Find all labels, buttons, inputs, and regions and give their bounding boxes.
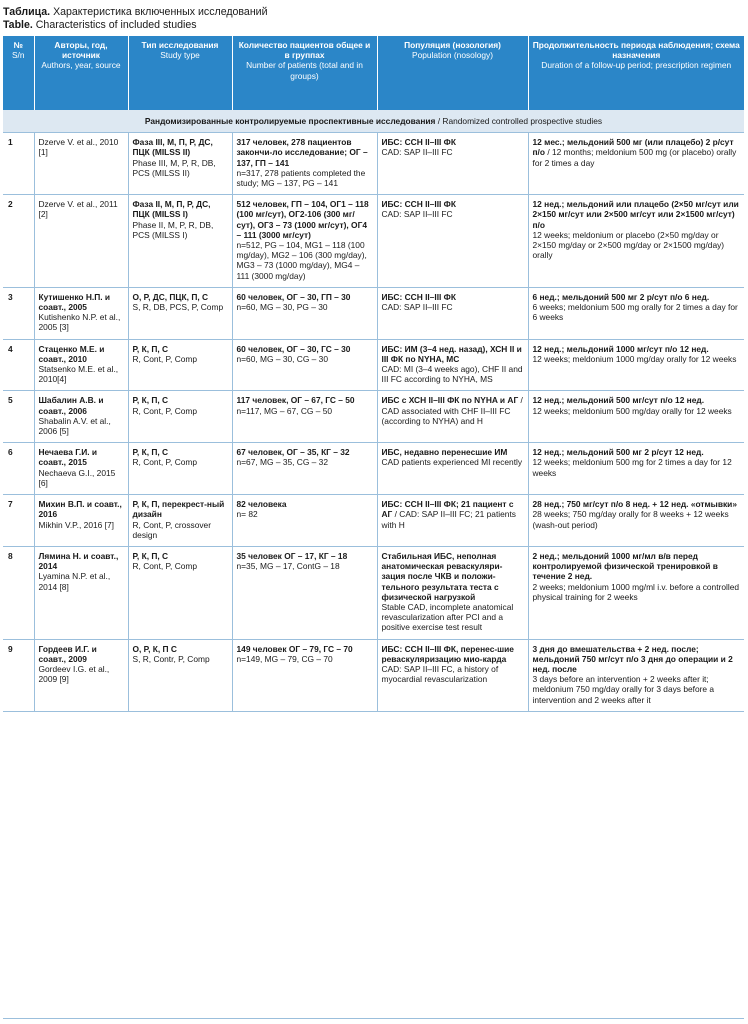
- patients-text-en: n=149, MG – 79, CG – 70: [236, 653, 333, 664]
- caption-en: [3, 19, 268, 32]
- duration-cell: [528, 133, 744, 195]
- patients-text-en: n=60, MG – 30, CG – 30: [236, 353, 328, 364]
- row-number-cell: 6: [3, 443, 34, 495]
- table-row: [3, 339, 744, 391]
- population-text-en: / CAD: SAP II–III FC; 21 patients with H: [381, 509, 516, 530]
- population-cell: [377, 639, 528, 711]
- population-cell: [377, 495, 528, 547]
- duration-text-en: 12 weeks; meldonium 500 mg for 2 times a day for 12 weeks: [532, 457, 732, 478]
- patients-text-ru: 60 человек, ОГ – 30, ГП – 30: [236, 291, 351, 302]
- table-row: [3, 133, 744, 195]
- authors-cell: [34, 287, 128, 339]
- patients-text-en: n=60, MG – 30, PG – 30: [236, 302, 328, 313]
- authors-text-en: Nechaeva G.I., 2015 [6]: [38, 467, 116, 488]
- duration-cell: [528, 195, 744, 288]
- duration-text-ru: 3 дня до вмешательства + 2 нед. после; мельдоний 750 мг/сут п/о 3 дня до операции и 2 нед. после: [532, 643, 733, 674]
- study-type-cell: [128, 133, 232, 195]
- population-cell: [377, 339, 528, 391]
- study-type-text-ru: O, Р, К, П С: [132, 643, 177, 654]
- header-number-en: S/n: [11, 50, 25, 61]
- patients-text-ru: 82 человека: [236, 499, 287, 510]
- population-text-ru: ИБС: ИМ (3–4 нед. назад), ХСН II и III ФК по NYHA, МС: [381, 343, 522, 364]
- study-type-cell: [128, 391, 232, 443]
- authors-text-en: Dzerve V. et al., 2010 [1]: [38, 137, 119, 158]
- caption-ru-label: Таблица.: [3, 6, 51, 18]
- header-study-type-ru: Тип исследования: [141, 40, 219, 50]
- patients-text-ru: 317 человек, 278 пациентов закончи-ло исследование; ОГ – 137, ГП – 141: [236, 137, 368, 168]
- row-number-cell: 3: [3, 287, 34, 339]
- population-text-ru: ИБС, недавно перенесшие ИМ: [381, 447, 508, 458]
- authors-text-ru: Шабалин А.В. и соавт., 2006: [38, 395, 104, 416]
- authors-text-ru: Нечаева Г.И. и соавт., 2015: [38, 447, 98, 468]
- population-text-ru: ИБС: ССН II–III ФК: [381, 291, 456, 302]
- study-type-cell: [128, 495, 232, 547]
- study-type-text-ru: Р, К, П, С: [132, 343, 169, 354]
- duration-cell: [528, 443, 744, 495]
- population-cell: [377, 546, 528, 639]
- authors-text-en: Dzerve V. et al., 2011 [2]: [38, 199, 118, 220]
- patients-text-ru: 35 человек ОГ – 17, КГ – 18: [236, 550, 348, 561]
- row-number-cell: 4: [3, 339, 34, 391]
- patients-text-en: n=67, MG – 35, CG – 32: [236, 457, 328, 468]
- patients-text-ru: 149 человек ОГ – 79, ГС – 70: [236, 643, 353, 654]
- study-type-text-ru: Р, К, П, С: [132, 447, 169, 458]
- header-number-ru: №: [13, 40, 23, 50]
- header-population-en: Population (nosology): [411, 50, 493, 61]
- header-authors-ru: Авторы, год, источник: [54, 40, 108, 61]
- patients-cell: [232, 639, 377, 711]
- authors-text-en: Shabalin A.V. et al., 2006 [5]: [38, 415, 111, 437]
- duration-text-ru: 2 нед.; мельдоний 1000 мг/мл в/в перед контролируемой физической тренировкой в течение 2 нед.: [532, 550, 718, 582]
- study-type-text-ru: Р, К, П, перекрест-ный дизайн: [132, 499, 225, 520]
- header-study-type: [128, 36, 232, 110]
- authors-text-en: Lyamina N.P. et al., 2014 [8]: [38, 571, 111, 592]
- population-cell: [377, 195, 528, 288]
- patients-text-ru: 117 человек, ОГ – 67, ГС – 50: [236, 395, 355, 406]
- population-cell: [377, 443, 528, 495]
- row-number-cell: 7: [3, 495, 34, 547]
- patients-cell: [232, 195, 377, 288]
- header-population-ru: Популяция (нозология): [404, 40, 501, 50]
- study-type-cell: [128, 639, 232, 711]
- study-type-text-en: R, Cont, P, Comp: [132, 457, 198, 468]
- header-number: [3, 36, 34, 110]
- patients-text-en: n=117, MG – 67, CG – 50: [236, 405, 333, 416]
- authors-cell: [34, 495, 128, 547]
- patients-cell: [232, 546, 377, 639]
- population-text-ru: ИБС: ССН II–III ФК; 21 пациент с АГ: [381, 499, 514, 520]
- duration-cell: [528, 639, 744, 711]
- duration-text-en: 3 days before an intervention + 2 weeks after it; meldonium 750 mg/day orally for 3 days before a intervention and 2 weeks after it: [532, 674, 715, 705]
- table-header-row: [3, 36, 744, 110]
- authors-text-ru: Стаценко М.Е. и соавт., 2010: [38, 343, 105, 364]
- authors-cell: [34, 133, 128, 195]
- patients-text-en: n= 82: [236, 509, 258, 520]
- authors-text-ru: Лямина Н. и соавт., 2014: [38, 550, 119, 572]
- patients-text-en: n=317, 278 patients completed the study; MG – 137, PG – 141: [236, 167, 366, 189]
- header-authors: [34, 36, 128, 110]
- table-row: [3, 195, 744, 288]
- patients-text-en: n=512, PG – 104, MG1 – 118 (100 mg/day), MG2 – 106 (300 mg/day), MG3 – 73 (1000 mg/day), MG4 – 111 (3000 mg/day): [236, 240, 367, 281]
- population-text-ru: ИБС с ХСН II–III ФК по NYHA и АГ: [381, 395, 519, 406]
- patients-text-en: n=35, MG – 17, ContG – 18: [236, 561, 340, 572]
- duration-text-ru: 12 мес.; мельдоний 500 мг (или плацебо) 2 р/сут п/о: [532, 137, 734, 158]
- duration-text-ru: 12 нед.; мельдоний 500 мг 2 р/сут 12 нед.: [532, 447, 704, 458]
- authors-text-ru: Гордеев И.Г. и соавт., 2009: [38, 643, 97, 664]
- study-type-cell: [128, 287, 232, 339]
- duration-text-en: 2 weeks; meldonium 1000 mg/ml i.v. before a controlled physical training for 2 weeks: [532, 581, 740, 602]
- table-row: [3, 639, 744, 711]
- duration-text-ru: 12 нед.; мельдоний или плацебо (2×50 мг/сут или 2×150 мг/сут или 2×500 мг/сут или 2×1500 мг/сут) п/о: [532, 199, 739, 230]
- patients-cell: [232, 443, 377, 495]
- population-text-en: CAD: SAP II–III FC: [381, 302, 453, 313]
- population-text-ru: ИБС: ССН II–III ФК: [381, 137, 456, 148]
- population-text-ru: ИБС: ССН II–III ФК, перенес-шие реваскуляризацию мио-карда: [381, 643, 514, 664]
- header-patients-ru: Количество пациентов общее и в группах: [238, 40, 371, 61]
- row-number-cell: 2: [3, 195, 34, 288]
- duration-cell: [528, 546, 744, 639]
- caption-ru-text: Характеристика включенных исследований: [53, 6, 268, 18]
- population-text-en: CAD patients experienced MI recently: [381, 457, 523, 468]
- table-caption: [3, 6, 268, 32]
- table-row: [3, 546, 744, 639]
- header-duration: [528, 36, 744, 110]
- duration-text-en: 12 weeks; meldonium 1000 mg/day orally for 12 weeks: [532, 353, 737, 364]
- patients-text-ru: 512 человек, ГП – 104, ОГ1 – 118 (100 мг/сут), ОГ2-106 (300 мг/сут), ОГ3 – 73 (1000 мг/сут), ОГ4 – 111 (3000 мг/сут): [236, 199, 369, 240]
- section-cell: [3, 110, 744, 133]
- authors-text-ru: Кутишенко Н.П. и соавт., 2005: [38, 291, 111, 313]
- population-text-ru: ИБС: ССН II–III ФК: [381, 199, 456, 210]
- header-patients: [232, 36, 377, 110]
- patients-cell: [232, 287, 377, 339]
- population-text-ru: Стабильная ИБС, неполная анатомическая реваскуляри-зация после ЧКВ и положи-тельного результата теста с физической нагрузкой: [381, 550, 503, 602]
- table-row: [3, 443, 744, 495]
- study-type-cell: [128, 546, 232, 639]
- patients-cell: [232, 391, 377, 443]
- header-duration-ru: Продолжительность периода наблюдения; схема назначения: [532, 40, 740, 61]
- population-cell: [377, 287, 528, 339]
- population-text-en: CAD: SAP II–III FC: [381, 147, 453, 158]
- study-type-text-en: S, R, DB, PCS, P, Comp: [132, 302, 224, 313]
- duration-text-en: 6 weeks; meldonium 500 mg orally for 2 times a day for 6 weeks: [532, 302, 738, 323]
- study-type-text-en: Phase III, M, P, R, DB, PCS (MILSS II): [132, 157, 216, 178]
- duration-text-ru: 12 нед.; мельдоний 500 мг/сут п/о 12 нед.: [532, 395, 705, 406]
- duration-text-ru: 6 нед.; мельдоний 500 мг 2 р/сут п/о 6 нед.: [532, 291, 710, 302]
- patients-cell: [232, 339, 377, 391]
- section-title-ru: Рандомизированные контролируемые проспективные исследования: [144, 116, 436, 126]
- table-row: [3, 391, 744, 443]
- study-type-text-ru: Р, К, П, С: [132, 395, 169, 406]
- study-type-text-en: R, Cont, P, Comp: [132, 561, 198, 572]
- study-type-text-en: R, Cont, P, Comp: [132, 353, 198, 364]
- row-number-cell: 5: [3, 391, 34, 443]
- authors-cell: [34, 339, 128, 391]
- row-number-cell: 9: [3, 639, 34, 711]
- authors-text-en: Kutishenko N.P. et al., 2005 [3]: [38, 312, 121, 333]
- population-text-en: / CAD associated with CHF II–III FC (according to NYHA) and H: [381, 395, 523, 426]
- caption-en-text: Characteristics of included studies: [35, 19, 197, 31]
- duration-cell: [528, 495, 744, 547]
- duration-text-en: 28 weeks; 750 mg/day orally for 8 weeks + 12 weeks (wash-out period): [532, 509, 729, 530]
- row-number-cell: 1: [3, 133, 34, 195]
- study-type-cell: [128, 339, 232, 391]
- patients-cell: [232, 133, 377, 195]
- authors-text-en: Mikhin V.P., 2016 [7]: [38, 519, 114, 530]
- duration-text-ru: 12 нед.; мельдоний 1000 мг/сут п/о 12 нед.: [532, 343, 709, 354]
- authors-text-en: Gordeev I.G. et al., 2009 [9]: [38, 663, 110, 685]
- patients-text-ru: 67 человек, ОГ – 35, КГ – 32: [236, 447, 350, 458]
- header-population: [377, 36, 528, 110]
- study-type-text-ru: O, Р, ДС, ПЦК, П, С: [132, 291, 209, 302]
- table-body: [3, 110, 744, 711]
- study-type-text-ru: Фаза III, M, П, Р, ДС, ПЦК (MILSS II): [132, 137, 213, 158]
- duration-text-ru: 28 нед.; 750 мг/сут п/о 8 нед. + 12 нед. «отмывки»: [532, 499, 737, 510]
- authors-cell: [34, 546, 128, 639]
- duration-text-en: 12 weeks; meldonium 500 mg/day orally for 12 weeks: [532, 405, 732, 416]
- population-cell: [377, 391, 528, 443]
- study-type-text-en: S, R, Contr, P, Comp: [132, 653, 210, 664]
- study-type-text-en: R, Cont, P, Comp: [132, 405, 198, 416]
- header-patients-en: Number of patients (total and in groups): [246, 60, 363, 81]
- study-type-cell: [128, 195, 232, 288]
- authors-cell: [34, 639, 128, 711]
- duration-cell: [528, 287, 744, 339]
- authors-cell: [34, 391, 128, 443]
- population-text-en: CAD: SAP II–III FC, a history of myocardial revascularization: [381, 663, 499, 685]
- row-number-cell: 8: [3, 546, 34, 639]
- studies-table: [3, 36, 744, 712]
- authors-cell: [34, 195, 128, 288]
- study-type-text-ru: Р, К, П, С: [132, 550, 169, 561]
- population-cell: [377, 133, 528, 195]
- patients-cell: [232, 495, 377, 547]
- authors-text-ru: Михин В.П. и соавт., 2016: [38, 499, 122, 520]
- patients-text-ru: 60 человек, ОГ – 30, ГС – 30: [236, 343, 351, 354]
- study-type-text-en: Phase II, M, P, R, DB, PCS (MILSS I): [132, 219, 214, 240]
- duration-text-en: / 12 months; meldonium 500 mg (or placebo) orally for 2 times a day: [532, 147, 737, 168]
- population-text-en: Stable CAD, incomplete anatomical revascularization after PCI and a positive exercise test result: [381, 601, 514, 633]
- study-type-text-ru: Фаза II, M, П, Р, ДС, ПЦК (MILSS I): [132, 199, 211, 220]
- duration-text-en: 12 weeks; meldonium or placebo (2×50 mg/day or 2×150 mg/day or 2×500 mg/day or 2×1500 mg/day) orally: [532, 229, 725, 261]
- study-type-text-en: R, Cont, P, crossover design: [132, 519, 212, 540]
- authors-text-en: Statsenko M.E. et al., 2010[4]: [38, 364, 119, 385]
- duration-cell: [528, 391, 744, 443]
- header-authors-en: Authors, year, source: [41, 60, 121, 71]
- header-duration-en: Duration of a follow-up period; prescription regimen: [541, 60, 732, 71]
- caption-ru: [3, 6, 268, 19]
- section-title-en: / Randomized controlled prospective studies: [435, 116, 603, 126]
- caption-en-label: Table.: [3, 19, 33, 31]
- population-text-en: CAD: MI (3–4 weeks ago), CHF II and III FC according to NYHA, MS: [381, 364, 523, 385]
- duration-cell: [528, 339, 744, 391]
- header-study-type-en: Study type: [160, 50, 200, 61]
- section-row: [3, 110, 744, 133]
- authors-cell: [34, 443, 128, 495]
- study-type-cell: [128, 443, 232, 495]
- table-row: [3, 495, 744, 547]
- table-row: [3, 287, 744, 339]
- population-text-en: CAD: SAP II–III FC: [381, 209, 453, 220]
